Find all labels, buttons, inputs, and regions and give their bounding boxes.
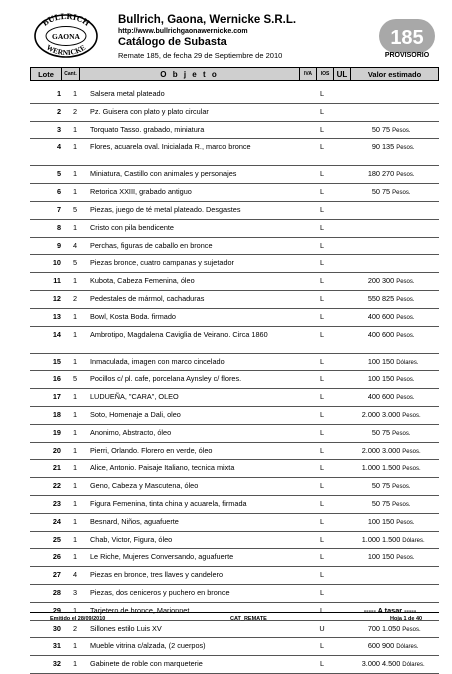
lot-number: 32 [52,659,61,669]
lot-quantity: 1 [72,427,77,437]
lot-currency: Pesos. [396,172,415,179]
lot-estimate [382,410,439,419]
lot-unit: L [319,142,325,152]
lot-currency: Pesos. [392,430,411,437]
lot-estimate-value: 3.000 [382,410,401,419]
auction-date: Remate 185, de fecha 29 de Septiembre de 2010 [118,51,283,60]
lot-base-value: 3.000 [361,659,380,669]
lot-unit: L [319,240,325,250]
lot-unit: L [319,329,325,339]
lot-unit: L [319,570,325,580]
lot-number: 24 [52,516,61,526]
lot-estimate [382,187,439,196]
lot-quantity: 4 [72,240,77,250]
lot-number: 18 [52,410,61,419]
lot-currency: Pesos. [396,377,415,384]
lot-unit: L [319,392,325,402]
lot-number: 5 [56,169,61,179]
lot-currency: Dólares. [396,359,419,366]
lot-number: 14 [52,329,61,339]
company-name: Bullrich, Gaona, Wernicke S.R.L. [118,14,297,26]
lot-estimate-value: 1.500 [382,463,401,473]
lot-base-value: 2.000 [361,410,380,419]
lot-description: LUDUEÑA, "CARA", OLEO [90,392,179,402]
lot-unit: L [319,445,325,455]
col-cant: Cant. [62,68,80,80]
table-row [30,238,439,256]
lot-number: 10 [52,258,61,268]
lot-base-value: 100 [367,516,380,526]
lot-unit: L [319,427,325,437]
lot-base-value: 90 [371,142,380,152]
lot-estimate-value: 75 [382,124,391,134]
lot-number: 6 [56,187,61,197]
lot-base-value: 100 [367,552,380,562]
lot-estimate [382,169,439,178]
lot-estimate [382,481,439,490]
lot-base-value: 180 [367,169,380,179]
lot-base-value: 700 [367,623,380,633]
lot-unit: U [319,623,325,633]
lot-description: Pedestales de mármol, cachaduras [90,294,205,303]
company-url[interactable]: http://www.bullrichgaonawernicke.com [118,28,248,35]
table-row [30,202,439,220]
lot-estimate-value: 150 [382,552,395,562]
lot-quantity: 1 [72,329,77,339]
lot-quantity: 1 [72,222,77,232]
table-row [30,621,439,639]
lot-base-value: 400 [367,311,380,321]
lot-quantity: 1 [72,124,77,134]
lot-quantity: 1 [72,89,77,98]
lot-quantity: 1 [72,516,77,526]
lot-estimate-value: 270 [382,169,395,179]
lot-currency: Dólares. [402,662,425,669]
lot-description: Piezas en bronce, tres llaves y candelero [90,570,224,580]
lot-number: 17 [52,392,61,402]
lot-base-value: 50 [371,187,380,197]
lot-currency: Pesos. [402,413,421,419]
table-row [30,407,439,425]
lot-description: Besnard, Niños, aguafuerte [90,516,179,526]
lot-description: Sillones estilo Luis XV [90,623,162,633]
lot-description: Anonimo, Abstracto, óleo [90,427,172,437]
table-row [30,656,439,674]
lot-currency: Pesos. [402,626,421,633]
table-row [30,166,439,184]
lot-estimate-value: 75 [382,427,391,437]
lot-estimate [382,294,439,303]
lot-currency: Dólares. [396,644,419,651]
svg-text:GAONA: GAONA [52,32,80,41]
lot-currency: Pesos. [396,314,415,321]
table-row [30,122,439,140]
col-lote: Lote [31,68,62,80]
lot-number: 25 [52,534,61,544]
lot-unit: L [319,187,325,197]
lot-estimate-value: 600 [382,392,395,402]
table-header [30,67,439,81]
lot-description: Inmaculada, imagen con marco cincelado [90,356,225,366]
lot-quantity: 1 [72,392,77,402]
lot-base-value: 50 [371,481,380,491]
lot-currency: Pesos. [392,484,411,491]
table-row [30,532,439,550]
lot-quantity: 1 [72,534,77,544]
table-row [30,291,439,309]
lot-unit: L [319,481,325,491]
col-objeto: O b j e t o [80,68,300,80]
lot-base-value: 550 [367,294,380,303]
lot-description: Piezas, dos ceniceros y puchero en bronce [90,588,230,597]
lot-estimate [382,142,439,151]
lot-estimate-value: 600 [382,329,395,339]
lot-number: 20 [52,445,61,455]
lot-currency: Dólares. [402,537,425,544]
lot-currency: Pesos. [402,448,421,455]
table-row [30,638,439,656]
lot-quantity: 4 [72,570,77,580]
lot-quantity: 1 [72,169,77,179]
lot-base-value: 2.000 [361,445,380,455]
lot-currency: Pesos. [392,127,411,134]
lot-number: 22 [52,481,61,491]
lot-currency: Pesos. [396,145,415,152]
lot-description: Pierri, Orlando. Florero en verde, óleo [90,445,213,455]
lot-description: Ambrotipo, Magdalena Caviglia de Veirano. Circa 1860 [90,329,268,339]
lot-estimate [382,641,439,650]
lot-number: 2 [56,106,61,116]
table-row [30,478,439,496]
lot-number: 11 [53,276,61,286]
lot-base-value: 400 [367,392,380,402]
lot-description: Figura Femenina, tinta china y acuarela, firmada [90,499,247,508]
lot-currency: Pesos. [396,395,415,402]
lot-description: Cristo con pila bendicente [90,222,174,232]
lot-description: Bowl, Kosta Boda. firmado [90,311,176,321]
lot-currency: Pesos. [392,190,411,197]
lot-number: 13 [52,311,61,321]
lot-number: 29 [52,605,61,615]
lot-base-value: 400 [367,329,380,339]
table-row [30,327,439,354]
lot-description: Le Riche, Mujeres Conversando, aguafuerte [90,552,234,562]
footer-code: CAT_REMATE [230,616,267,622]
lot-currency: Pesos. [392,502,411,508]
lot-unit: L [319,106,325,116]
lot-base-value: 100 [367,374,380,384]
lot-quantity: 2 [72,106,77,116]
table-row [30,585,439,603]
lot-quantity: 1 [72,142,77,152]
lot-quantity: 1 [72,481,77,491]
lot-estimate-value: 3.000 [382,445,401,455]
lot-number: 21 [52,463,61,473]
lot-estimate-value: 600 [382,311,395,321]
lot-quantity: 1 [72,499,77,508]
lot-number: 9 [56,240,61,250]
lot-estimate [382,125,439,134]
lot-quantity: 1 [72,641,77,651]
lot-estimate [382,312,439,321]
lot-quantity: 1 [72,445,77,455]
lot-estimate-value: 300 [382,276,395,286]
lot-estimate [382,552,439,561]
footer-emitted: Emitido el 28/09/2010 [50,616,106,622]
lot-estimate [382,374,439,383]
lot-number: 1 [56,89,61,98]
lot-description: Pz. Guisera con plato y plato circular [90,106,209,116]
lot-currency: Pesos. [396,297,415,303]
lot-unit: L [319,605,325,615]
table-row [30,354,439,372]
lot-description: Gabinete de roble con marqueterie [90,659,203,669]
lot-unit: L [319,588,325,597]
lot-description: Flores, acuarela oval. Inicialada R., marco bronce [90,142,251,152]
svg-text:185: 185 [390,27,424,49]
table-row [30,220,439,238]
lot-base-value: 100 [367,356,380,366]
table-row [30,567,439,585]
lot-estimate-value: 150 [382,374,395,384]
footer-divider [30,612,439,613]
lot-description: Piezas bronce, cuatro campanas y sujetador [90,258,234,268]
lot-estimate [382,330,439,339]
col-iva: IVA [300,68,317,80]
svg-text:BULLRICH: BULLRICH [40,13,92,28]
lot-quantity: 5 [72,374,77,384]
table-row [30,184,439,202]
lot-quantity: 1 [72,356,77,366]
table-row [30,496,439,514]
lot-number: 4 [56,142,61,152]
lot-estimate-value: 150 [382,356,395,366]
lot-estimate [382,659,439,668]
lot-currency: Pesos. [396,279,415,286]
table-row [30,460,439,478]
lot-unit: L [319,516,325,526]
lot-unit: L [319,659,325,669]
lot-estimate-value: 75 [382,499,391,508]
lot-base-value: 600 [367,641,380,651]
lot-estimate [382,499,439,508]
table-row [30,549,439,567]
provisional-label: PROVISORIO [384,52,430,59]
lot-number: 30 [52,623,61,633]
catalog-title: Catálogo de Subasta [118,36,227,48]
lot-estimate [382,624,439,633]
lot-unit: L [319,258,325,268]
lot-description: Soto, Homenaje a Dali, oleo [90,410,181,419]
lot-unit: L [319,374,325,384]
lot-unit: L [319,89,325,98]
lot-description: Mueble vitrina c/alzada, (2 cuerpos) [90,641,206,651]
col-valor: Valor estimado [367,69,422,79]
lot-unit: L [319,534,325,544]
lot-estimate [382,463,439,472]
lot-base-value: 200 [367,276,380,286]
lot-estimate [382,428,439,437]
lot-estimate-value: 150 [382,516,395,526]
lot-estimate-value: 825 [382,294,395,303]
lot-unit: L [319,205,325,214]
lot-description: Pocillos c/ pl. cafe, porcelana Aynsley c/ flores. [90,374,242,384]
lot-number: 12 [52,294,61,303]
lot-unit: L [319,311,325,321]
table-row [30,309,439,327]
lot-quantity: 1 [72,276,77,286]
lot-base-value: 50 [371,499,380,508]
lot-number: 23 [52,499,61,508]
lot-estimate-value: 75 [382,481,391,491]
table-row [30,389,439,407]
lot-estimate-value: 75 [382,187,391,197]
svg-text:WERNICKE: WERNICKE [44,42,88,58]
table-row [30,514,439,532]
lot-unit: L [319,499,325,508]
lot-description: Chab, Victor, Figura, óleo [90,534,173,544]
col-u: UL [334,68,351,80]
lot-unit: L [319,552,325,562]
lot-number: 15 [52,356,61,366]
company-logo [32,13,100,59]
lot-base-value: 50 [371,124,380,134]
lot-description: Tarjetero de bronce, Marionnet [90,605,190,615]
lot-unit: L [319,463,325,473]
lot-description: Retorica XXIII, grabado antiguo [90,187,192,197]
lot-quantity: 3 [72,588,77,597]
lot-number: 31 [52,641,61,651]
table-row [30,86,439,104]
lot-estimate [382,535,439,544]
lot-currency: Pesos. [402,466,421,473]
lot-base-value: 50 [371,427,380,437]
lot-description: Perchas, figuras de caballo en bronce [90,240,213,250]
lot-estimate [382,392,439,401]
lot-estimate-value: 900 [382,641,395,651]
lot-number: 19 [52,427,61,437]
lot-unit: L [319,294,325,303]
lot-estimate-value: 4.500 [382,659,401,669]
lot-estimate-value: 135 [382,142,395,152]
table-row [30,104,439,122]
lot-number: 27 [52,570,61,580]
lot-estimate [382,357,439,366]
lot-description: Alice, Antonio. Paisaje Italiano, tecnica mixta [90,463,235,473]
lot-description: Salsera metal plateado [90,89,165,98]
lot-estimate [382,276,439,285]
lot-quantity: 2 [72,623,77,633]
lot-number: 3 [56,124,61,134]
col-ios: IOS [317,68,334,80]
lot-currency: Pesos. [396,519,415,526]
lot-unit: L [319,356,325,366]
lot-unit: L [319,222,325,232]
lot-estimate [382,446,439,455]
lot-number: 28 [52,588,61,597]
lot-estimate-value: 1.050 [382,623,401,633]
table-row [30,443,439,461]
lot-number: 16 [52,374,61,384]
lot-number: 26 [52,552,61,562]
auction-number-badge [378,18,436,54]
lot-description: Geno, Cabeza y Mascutena, óleo [90,481,199,491]
table-row [30,255,439,273]
lot-quantity: 1 [72,311,77,321]
lot-quantity: 1 [72,463,77,473]
lot-base-value: 1.000 [361,534,380,544]
lot-number: 7 [56,205,61,214]
lot-quantity: 1 [72,552,77,562]
lot-unit: L [319,276,325,286]
table-row [30,273,439,291]
footer-page: Hoja 1 de 40 [390,616,423,622]
lot-currency: Pesos. [396,555,415,562]
table-row [30,139,439,166]
lot-unit: L [319,410,325,419]
lot-quantity: 1 [72,410,77,419]
table-row [30,425,439,443]
lot-quantity: 1 [72,605,77,615]
lot-description: Kubota, Cabeza Femenina, óleo [90,276,195,286]
lot-estimate [382,517,439,526]
lot-quantity: 5 [72,205,77,214]
lot-unit: L [319,124,325,134]
lot-number: 8 [56,222,61,232]
lot-description: Piezas, juego de té metal plateado. Desgastes [90,205,241,214]
lot-unit: L [319,641,325,651]
lot-quantity: 1 [72,659,77,669]
lot-quantity: 1 [72,187,77,197]
table-row [30,371,439,389]
lot-base-value: 1.000 [361,463,380,473]
lot-description: Torquato Tasso. grabado, miniatura [90,124,205,134]
lot-estimate-value: 1.500 [382,534,401,544]
lot-currency: Pesos. [396,332,415,339]
lot-quantity: 5 [72,258,77,268]
lot-description: Miniatura, Castillo con animales y personajes [90,169,237,179]
lot-unit: L [319,169,325,179]
lot-to-appraise: ----- A tasar ----- [363,605,417,615]
lot-quantity: 2 [72,294,77,303]
